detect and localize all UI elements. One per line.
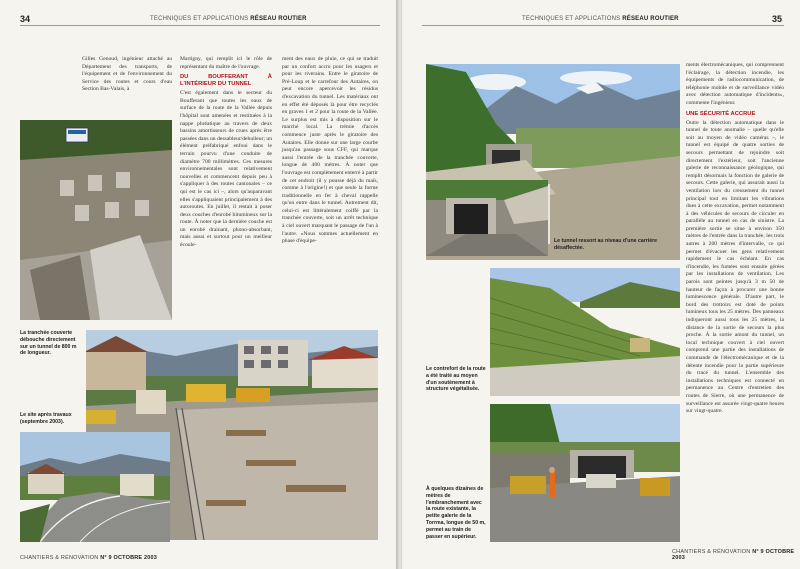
photo-covered-trench bbox=[20, 120, 172, 320]
article-column-3 bbox=[282, 56, 378, 248]
footer bbox=[672, 549, 800, 561]
left-page bbox=[0, 0, 398, 569]
column-3-text: ment des eaux de pluie, ce qui se traduit par un confort accru pour les usagers et pour les riverains. Entre le giratoire de Pré-Loup et le carrefour des Autaires, on peut encore apercevoir les résidus d'excavation du tunnel. Les matériaux ont en effet été déposés là pour être recyclés en graves 1 et 2 pour la route de la Vallée. Le surplus est mis à disposition sur le marché local. La trémie d'accès commence juste après le giratoire des Autaires. Elle donne sur une large courbe jusqu'au passage sous CFF, qui marque aussi l'entrée de la tranchée couverte, longue de 400 mètres. À noter que l'ouvrage est complètement enterré à partir de cet endroit (il y pousse déjà du maïs, comme à l'origine!) et que seule la forme traditionnelle en fer à cheval rappelle qu'on entre dans le tunnel. Autrement dit, celui-ci est littéralement coiffé par la tranchée couverte, soit un arrêt technique à ciel ouvert marquant le passage de l'un à l'autre. «Nous sommes actuellement en phase d'équipe- bbox=[282, 56, 378, 245]
column-right-text-a: ments électromécaniques, qui comprennent l'éclairage, la détection incendie, les équipements de radiocommunication, de téléphonie mobile et de surveillance vidéo avec détection automatique d'incidents», commente l'ingénieur. bbox=[686, 62, 784, 106]
caption-retaining-slope: Le contrefort de la route a été traité au moyen d'un soutènement à structure végétalisée. bbox=[426, 366, 486, 393]
header-rule bbox=[422, 25, 784, 26]
caption-site-after-works: Le site après travaux (septembre 2003). bbox=[20, 412, 72, 425]
photo-tunnel-portal bbox=[426, 180, 548, 256]
header-section: TECHNIQUES ET APPLICATIONS bbox=[150, 16, 249, 22]
subheading-tunnel-interior: DU BOUFFERANT À L'INTÉRIEUR DU TUNNEL bbox=[180, 74, 272, 88]
photo-torrma-gallery bbox=[490, 404, 680, 542]
footer bbox=[20, 555, 157, 561]
photo-site-after-works bbox=[20, 432, 170, 542]
header-rule bbox=[20, 25, 380, 26]
caption-covered-trench: La tranchée couverte débouche directement sur un tunnel de 800 m de longueur. bbox=[20, 330, 77, 357]
column-1-text: Gilles Genoud, ingénieur attaché au Département des transports, de l'équipement et de l'environnement du Service des routes et cours d'eau Section Bas-Valais, à bbox=[82, 56, 172, 93]
article-column-right bbox=[686, 62, 784, 418]
article-column-1 bbox=[82, 56, 172, 96]
footer-issue: N° 9 OCTOBRE 2003 bbox=[100, 555, 158, 561]
column-2-text-a: Martigny, qui remplit ici le rôle de représentant du maître de l'ouvrage. bbox=[180, 56, 272, 70]
page-number: 35 bbox=[772, 14, 783, 24]
header-section: TECHNIQUES ET APPLICATIONS bbox=[522, 16, 621, 22]
column-2-text-b: C'est également dans le secteur du Boufferant que toutes les eaux de surface de la route de la Vallée depuis l'hôpital sont amenées et restituées à la nappe phréatique au travers de deux bassins amortisseurs de crues après être passées dans un dessableur/dehuileur; un élément préfabriqué enfoui dans le terrain pourvu d'une conduite de diamètre 700 millimètres. Ces mesures environnementales sont relativement nouvelles et commencent depuis peu à s'appliquer à des routes cantonales – ce qui est le cas ici –, alors qu'auparavant elles s'appliquaient principalement à des autoroutes. En juillet, il restait à poser deux couches d'enrobé bitumineux sur la route. À noter que la dernière couche est un enrobé drainant, phono-absorbant, mais aussi et surtout pour un meilleur écoule- bbox=[180, 90, 272, 249]
footer-publication: CHANTIERS & RÉNOVATION bbox=[672, 549, 751, 555]
right-page bbox=[402, 0, 800, 569]
subheading-safety: UNE SÉCURITÉ ACCRUE bbox=[686, 110, 756, 117]
running-header bbox=[150, 16, 307, 22]
header-topic: RÉSEAU ROUTIER bbox=[250, 16, 307, 22]
header-topic: RÉSEAU ROUTIER bbox=[622, 16, 679, 22]
article-column-2 bbox=[180, 56, 272, 252]
column-right-text-b: Outre la détection automatique dans le tunnel de toute anomalie – quelle qu'elle soit au moyen de vidéo caméras –, le tunnel est équipé de quatre sorties de secours permettant de rejoindre soit directement l'extérieur, soit l'ancienne galerie de reconnaissance géologique, qui remplit désormais la fonction de galerie de secours. Cette galerie, qui assurait aussi la ventilation lors du creusement du tunnel principal tout en limitant les vibrations dues à cette excavation, permet notamment à des véhicules de secours de circuler en parallèle au tunnel en cas de sinistre. La première sortie se situe à environ 350 mètres de l'entrée dans la tranchée, les trois autres à 200 mètres d'intervalle, ce qui permet d'évacuer les gens relativement rapidement le cas échéant. En cas d'incendie, les fumées sont ensuite gérées par les installations de ventilation. Les parois sont peintes jusqu'à 3 m 50 de hauteur de façon à procurer une bonne luminescence générale. D'autre part, le bord des trottoirs est doté de points lumineux tous les 25 mètres. Des panneaux indiqueront aussi tous les 25 mètres, la distance de la sortie de secours la plus proche. À la sortie amont du tunnel, un local technique couvert à ciel ouvert comprend une partie des installations de commande de l'électromécanique et de la détente incendie pour la partie supérieure du tracé du tunnel. L'ensemble des installations techniques est connecté en permanence au Centre d'entretien des routes de Sierre, où une permanence de surveillance est assurée vingt-quatre heures sur vingt-quatre. bbox=[686, 119, 784, 415]
caption-torrma-gallery: À quelques dizaines de mètres de l'embranchement avec la route existante, la petite galerie de la Torrma, longue de 50 m, permet au train de passer en supérieur. bbox=[426, 486, 486, 540]
caption-tunnel-quarry: Le tunnel ressort au niveau d'une carrière désaffectée. bbox=[554, 238, 658, 251]
photo-retaining-slope bbox=[490, 268, 680, 396]
footer-issue: N° 9 OCTOBRE 2003 bbox=[672, 549, 795, 561]
page-number: 34 bbox=[20, 14, 31, 24]
running-header bbox=[522, 16, 679, 22]
footer-publication: CHANTIERS & RÉNOVATION bbox=[20, 555, 99, 561]
